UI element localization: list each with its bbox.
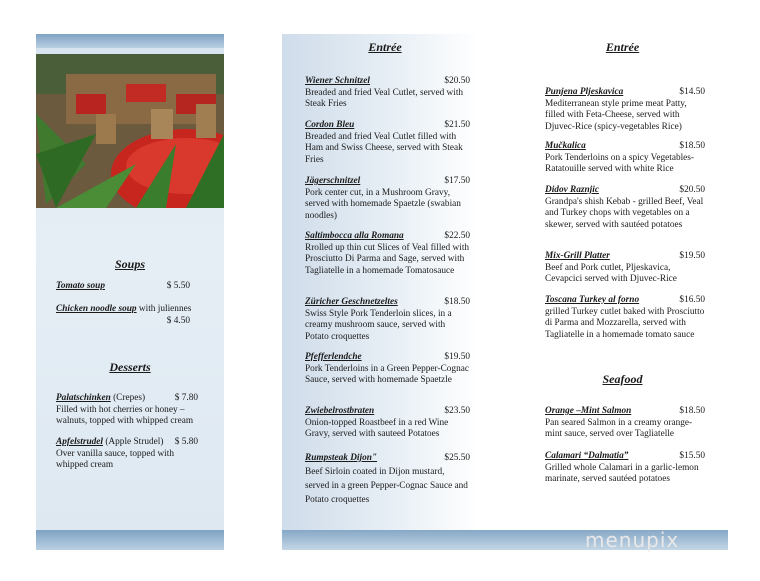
entree-price: $17.50 (444, 176, 470, 186)
entree-item (545, 185, 705, 231)
entree-desc: Beef Sirloin coated in Dijon mustard, served in a green Pepper-Cognac Sauce and Potato croquettes (305, 467, 468, 505)
soup-name: Chicken noodle soup (56, 304, 137, 314)
entree-name: Wiener Schnitzel (305, 76, 371, 86)
entree-item (305, 120, 470, 166)
soup-extra: with juliennes (136, 304, 192, 314)
entree-name: Züricher Geschnetzeltes (305, 297, 398, 307)
seafood-name: Orange –Mint Salmon (545, 406, 632, 416)
entree-item (305, 297, 470, 343)
seafood-heading: Seafood (602, 372, 643, 386)
desserts-heading: Desserts (109, 360, 151, 374)
entree-desc: grilled Turkey cutlet baked with Prosciutto di Parma and Mozzarella, served with Tagliatelle in a homemade tomato sauce (545, 306, 705, 340)
entree-name: Punjena Pljeskavica (545, 87, 624, 97)
restaurant-photo (36, 54, 224, 208)
soup-price: $ 5.50 (166, 281, 190, 291)
seafood-item (545, 406, 705, 441)
soup-item (56, 281, 190, 293)
entree-desc: Pork Tenderloins on a spicy Vegetables-Ratatouille served with white Rice (545, 152, 695, 175)
entree-name: Didov Raznjic (545, 185, 599, 195)
bottom-decor-bar (36, 530, 224, 550)
seafood-desc: Grilled whole Calamari in a garlic-lemon marinate, served sautéed potatoes (545, 462, 699, 485)
entree-price: $19.50 (444, 352, 470, 362)
entree-price: $18.50 (679, 141, 705, 151)
soup-item (56, 304, 196, 327)
entree-name: Saltimbocca alla Romana (305, 231, 404, 241)
dessert-extra: (Crepes) (110, 393, 146, 403)
entree-price: $14.50 (679, 87, 705, 97)
soup-price: $ 4.50 (166, 315, 190, 326)
entree-name: Rumpsteak Dijon" (305, 453, 378, 463)
seafood-desc: Pan seared Salmon in a creamy orange-mint sauce, served over Tagliatelle (545, 417, 693, 440)
entree-price: $20.50 (679, 185, 705, 195)
entree-desc: Breaded and fried Veal Cutlet filled with Ham and Swiss Cheese, served with Steak Fries (305, 131, 463, 165)
dessert-name: Apfelstrudel (56, 437, 104, 447)
entree-item (545, 141, 705, 176)
entree-desc: Swiss Style Pork Tenderloin slices, in a creamy mushroom sauce, served with Potato croquettes (305, 308, 452, 342)
entree-item (305, 406, 470, 441)
entree-desc: Pork center cut, in a Mushroom Gravy, served with homemade Spaetzle (swabian noodles) (305, 187, 461, 221)
entree-item (545, 295, 705, 341)
entree-desc: Breaded and fried Veal Cutlet, served with Steak Fries (305, 87, 464, 110)
entree-name: Toscana Turkey al forno (545, 295, 640, 305)
dessert-price: $ 5.80 (174, 437, 198, 447)
entree-desc: Beef and Pork cutlet, Pljeskavica, Cevapcici served with Djuvec-Rice (545, 262, 677, 285)
entree-item (305, 352, 470, 387)
entree-item (305, 76, 470, 111)
entree-name: Mučkalica (545, 141, 586, 151)
entree-name: Jägerschnitzel (305, 176, 361, 186)
entree-desc: Rrolled up thin cut Slices of Veal filled with Prosciutto Di Parma and Sage, served with Tagliatelle in a homemade Tomatosauce (305, 242, 470, 276)
dessert-name: Palatschinken (56, 393, 111, 403)
dessert-desc: Filled with hot cherries or honey – walnuts, topped with whipped cream (56, 404, 194, 427)
entree-price: $21.50 (444, 120, 470, 130)
entree-item (305, 176, 470, 222)
entree-price: $22.50 (444, 231, 470, 241)
entree-desc: Onion-topped Roastbeef in a red Wine Gravy, served with sauteed Potatoes (305, 417, 449, 440)
entree-name: Pfefferlendche (305, 352, 362, 362)
entree-item (305, 451, 470, 507)
soup-name: Tomato soup (56, 281, 105, 291)
entree-item (545, 251, 705, 286)
seafood-price: $15.50 (679, 451, 705, 461)
entree-item (305, 231, 470, 277)
dessert-price: $ 7.80 (174, 393, 198, 403)
entree-price: $16.50 (679, 295, 705, 305)
entree-heading: Entrée (368, 40, 402, 54)
dessert-item (56, 393, 198, 428)
entree-price: $18.50 (444, 297, 470, 307)
entree-price: $23.50 (444, 406, 470, 416)
seafood-name: Calamari “Dalmatia” (545, 451, 629, 461)
entree-desc: Grandpa's shish Kebab - grilled Beef, Veal and Turkey chops with vegetables on a skewer, served with sautéed potatoes (545, 196, 704, 230)
entree-price: $19.50 (679, 251, 705, 261)
dessert-desc: Over vanilla sauce, topped with whipped cream (56, 448, 174, 471)
dessert-item (56, 437, 198, 472)
entree-desc: Pork Tenderloins in a Green Pepper-Cognac Sauce, served with homemade Spaetzle (305, 363, 469, 386)
seafood-price: $18.50 (679, 406, 705, 416)
entree-name: Zwiebelrostbraten (305, 406, 375, 416)
entree-price: $25.50 (444, 453, 470, 463)
entree-heading: Entrée (605, 40, 640, 54)
entree-name: Mix-Grill Platter (545, 251, 610, 261)
entree-price: $20.50 (444, 76, 470, 86)
soups-heading: Soups (114, 257, 146, 271)
entree-desc: Mediterranean style prime meat Patty, filled with Feta-Cheese, served with Djuvec-Rice (spicy-vegetables Rice) (545, 98, 687, 132)
watermark: menupix (585, 528, 680, 552)
entree-item (545, 87, 705, 133)
top-decor-bar (36, 34, 224, 48)
dessert-extra: (Apple Strudel) (103, 437, 164, 447)
entree-name: Cordon Bleu (305, 120, 355, 130)
seafood-item (545, 451, 705, 486)
